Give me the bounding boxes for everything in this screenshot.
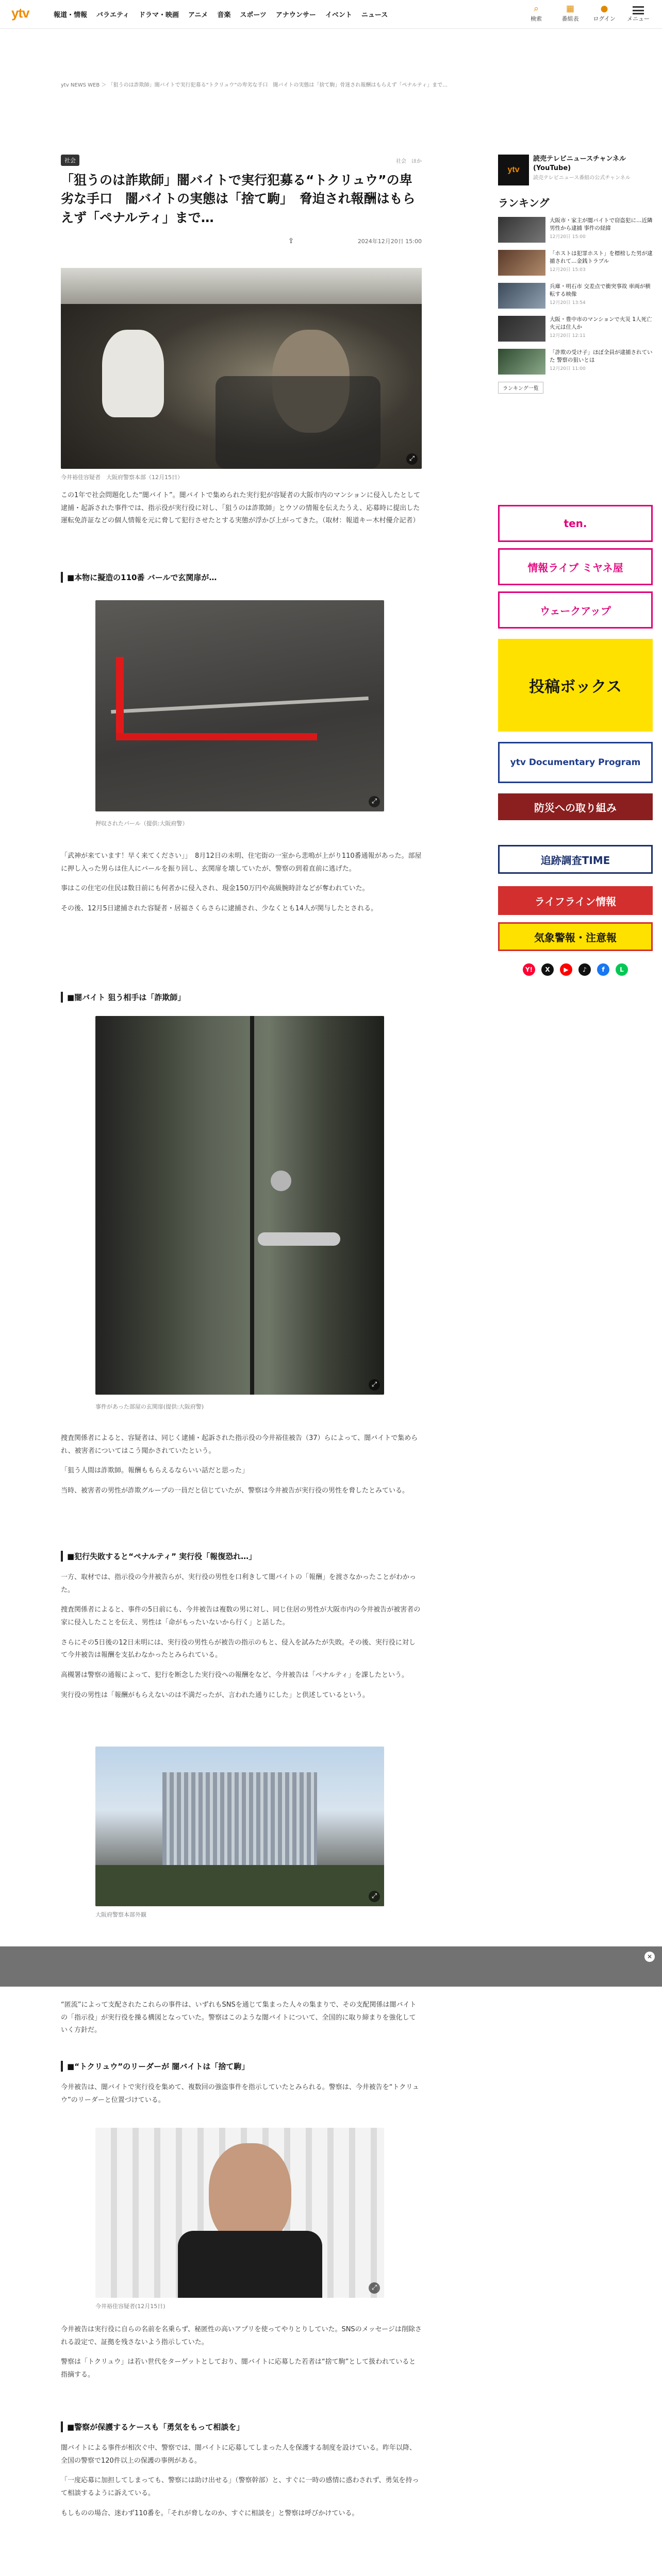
- paragraph: 「一度応募に加担してしまっても、警察には助け出せる」（警察幹部）と、すぐに一時の感情に惑わされず、勇気を持って相談するように訴えている。: [61, 2477, 419, 2498]
- article-body-5: [61, 2081, 422, 2114]
- paragraph: 捜査関係者によると、容疑者は、同じく逮捕・起訴された指示役の今井裕佳被告（37）らによって、闇バイトで集められ、被害者についてはこう聞かされていたという。: [61, 1434, 418, 1455]
- breadcrumb[interactable]: ytv NEWS WEB ＞ 「狙うのは詐欺師」闇バイトで実行犯募る“トクリュウ”の卑劣な手口 闇バイトの実態は「捨て駒」骨迷され報酬はもらえず「ペナルティ」まで…: [61, 82, 448, 88]
- zoom-icon[interactable]: ⤢: [369, 2282, 380, 2294]
- search-label: 検索: [531, 15, 542, 22]
- ranking-thumbnail: [498, 316, 545, 342]
- building-shape: [162, 1772, 317, 1875]
- nav-item-event[interactable]: イベント: [325, 11, 352, 19]
- ranking-date: 12月20日 15:00: [550, 234, 586, 240]
- article-body-1: [61, 850, 422, 923]
- door-handle: [258, 1232, 340, 1246]
- article-body-2: [61, 1432, 422, 1505]
- banner-tracking-time[interactable]: 追跡調査TIME: [498, 845, 653, 874]
- login-icon: ●: [600, 4, 608, 14]
- ranking-thumbnail: [498, 217, 545, 243]
- youtube-channel-logo: ytv: [498, 155, 529, 185]
- article-lead: [61, 489, 422, 535]
- ranking-headline: 兵庫・明石市 交差点で衝突事故 車両が横転する映像: [550, 283, 651, 297]
- ranking-item[interactable]: [498, 250, 653, 276]
- paragraph: 今井被告は実行役に自らの名前を名乗らず、秘匿性の高いアプリを使ってやりとりしていた。SNSのメッセージは削除される設定で、証拠を残さないよう指示していた。: [61, 2326, 422, 2346]
- tiktok-icon[interactable]: ♪: [578, 963, 591, 976]
- paragraph: “匿流”によって支配されたこれらの事件は、いずれもSNSを通じて集まった人々の集まりで、その支配関係は闇バイトの「指示役」が実行役を操る構図となっていた。警察はこのような闇バイトについて、全国的に取り締まりを強化していく方針だ。: [61, 2001, 417, 2035]
- photo2-caption: 押収されたバール（提供:大阪府警）: [95, 820, 188, 827]
- paragraph: 今井被告は、闇バイトで実行役を集めて、複数回の強盗事件を指示していたとみられる。警察は、今井被告を“トクリュウ”のリーダーと位置づけている。: [61, 2083, 419, 2104]
- close-icon[interactable]: ✕: [644, 1952, 655, 1962]
- banner-post-box[interactable]: 投稿ボックス: [498, 639, 653, 732]
- ranking-thumbnail: [498, 349, 545, 375]
- ranking-thumbnail: [498, 250, 545, 276]
- photo4-caption: 大阪府警察本部外観: [95, 1911, 146, 1918]
- nav-item-sports[interactable]: スポーツ: [240, 11, 267, 19]
- photo3-caption: 事件があった部屋の玄関扉(提供:大阪府警): [95, 1403, 204, 1410]
- login-button[interactable]: [593, 3, 616, 23]
- banner-documentary[interactable]: ytv Documentary Program: [498, 742, 653, 783]
- banner-disaster-prevention[interactable]: 防災への取り組み: [498, 793, 653, 820]
- ranking-item[interactable]: [498, 217, 653, 243]
- door-seam: [250, 1016, 254, 1395]
- paragraph: 一方、取材では、指示役の今井被告らが、実行役の男性を口利きして闇バイトの「報酬」を渡さなかったことがわかった。: [61, 1573, 417, 1594]
- login-label: ログイン: [593, 15, 616, 22]
- nav-item-variety[interactable]: バラエティ: [96, 11, 129, 19]
- red-bar-shape: [116, 657, 124, 739]
- ranking-more-button[interactable]: ランキング一覧: [498, 382, 543, 394]
- nav-item-news[interactable]: ニュース: [361, 11, 388, 19]
- paragraph: 闇バイトによる事件が相次ぐ中、警察では、闇バイトに応募してしまった人を保護する制度を設けている。昨年以降、全国の警察で120件以上の保護の事例がある。: [61, 2444, 417, 2465]
- ranking-date: 12月20日 11:00: [550, 366, 586, 372]
- article-body-3: [61, 1571, 422, 1709]
- banner-wakeup[interactable]: ウェークアップ: [498, 591, 653, 629]
- car-roof-shape: [61, 268, 422, 304]
- article-photo-door[interactable]: [95, 1016, 384, 1395]
- red-bar-shaft: [116, 733, 317, 740]
- paragraph: 実行役の男性は「報酬がもらえないのは不満だったが、言われた通りにした」と供述しているという。: [61, 1691, 370, 1699]
- section-heading-3: ■犯行失敗すると“ペナルティ” 実行役「報復恐れ…」: [61, 1551, 256, 1562]
- zoom-icon[interactable]: ⤢: [369, 796, 380, 807]
- section-heading-5: ■警察が保護するケースも「勇気をもって相談を」: [61, 2421, 244, 2432]
- article-title: 「狙うのは詐欺師」闇バイトで実行犯募る“トクリュウ”の卑劣な手口 闇バイトの実態は「捨て駒」 脅迫され報酬はもらえず「ペナルティ」まで…: [61, 173, 416, 225]
- tv-guide-icon: ▦: [566, 4, 575, 14]
- sidebar: [498, 155, 653, 394]
- menu-button[interactable]: [627, 3, 650, 23]
- header-tools: [525, 3, 650, 23]
- youtube-channel-title: 読売テレビニュースチャンネル(YouTube): [533, 155, 626, 172]
- paragraph: 捜査関係者によると、事件の5日前にも、今井被告は複数の男に対し、同じ住居の男性が大阪市内の今井被告が被害者の家に侵入したことを伝え、男性は「命がもったいないから行く」と話した。: [61, 1606, 421, 1627]
- paragraph: 高槻署は警察の通報によって、犯行を断念した実行役への報酬をなど、今井被告は「ペナルティ」を課したという。: [61, 1671, 409, 1680]
- x-icon[interactable]: X: [541, 963, 554, 976]
- paragraph: 事はこの住宅の住民は数日前にも何者かに侵入され、現金150万円や高級腕時計などが奪われていた。: [61, 885, 369, 893]
- tv-guide-button[interactable]: [559, 3, 582, 23]
- ranking-title: ランキング: [498, 197, 550, 209]
- ranking-item[interactable]: [498, 349, 653, 375]
- share-icon[interactable]: ⇪: [288, 237, 294, 245]
- section-heading-4: ■“トクリュウ”のリーダーが 闇バイトは「捨て駒」: [61, 2061, 249, 2072]
- paragraph: その後、12月5日逮捕された容疑者・居福さくらさらに逮捕され、少なくとも14人が関与したとされる。: [61, 905, 378, 913]
- article-photo-bar[interactable]: [95, 600, 384, 811]
- zoom-icon[interactable]: ⤢: [369, 1891, 380, 1902]
- section-heading-2: ■闇バイト 狙う相手は「詐欺師」: [61, 992, 185, 1003]
- banner-weather-warning[interactable]: 気象警報・注意報: [498, 922, 653, 951]
- ranking-headline: 大阪・豊中市のマンションで火災 1人死亡 火元は住人か: [550, 316, 652, 330]
- ranking-headline: 「ホストは犯罪ホスト」を標榜した男が逮捕されて…金銭トラブル: [550, 250, 653, 264]
- article-body-4: [61, 1999, 422, 2044]
- article-tags[interactable]: 社会 ほか: [396, 159, 422, 164]
- menu-label: メニュー: [627, 15, 650, 22]
- youtube-icon[interactable]: ▶: [560, 963, 572, 976]
- ytv-logo[interactable]: ytv: [11, 5, 29, 21]
- article-body-6: [61, 2324, 422, 2389]
- tv-guide-label: 番組表: [561, 15, 579, 22]
- nav-item-anime[interactable]: アニメ: [188, 11, 208, 19]
- facebook-icon[interactable]: f: [597, 963, 609, 976]
- category-badge[interactable]: 社会: [61, 155, 79, 166]
- paragraph: 「狙う人間は詐欺師。報酬ももらえるならいい話だと思った」: [61, 1467, 249, 1475]
- global-nav: [54, 9, 388, 19]
- article-meta: [61, 237, 422, 245]
- nav-item-news-info[interactable]: 報道・情報: [54, 11, 88, 19]
- ranking-date: 12月20日 12:11: [550, 333, 586, 339]
- paragraph: もしものの場合、迷わず110番を。「それが脅しなのか、すぐに相談を」と警察は呼びかけている。: [61, 2509, 359, 2517]
- article-photo-suspect-bars[interactable]: [95, 2128, 384, 2298]
- photo1-caption: 今井裕佳容疑者 大阪府警察本部（12月15日）: [61, 474, 183, 481]
- ranking-date: 12月20日 15:03: [550, 267, 586, 273]
- lead-paragraph: この1年で社会問題化した“闇バイト”。闇バイトで集められた実行犯が容疑者の大阪市内のマンションに侵入したとして逮捕・起訴された事件では、指示役が実行役に対し、「狙うのは詐欺師」とウソの情報を伝えたうえ、応募時に提出した運転免許証などの個人情報を元に脅して犯行させたとする実態が浮かび上がってきた。（取材：報道キー木村優介記者）: [61, 492, 421, 525]
- ranking-date: 12月20日 13:54: [550, 300, 586, 306]
- overlay-ad-bar: [0, 1946, 662, 1987]
- youtube-channel-card[interactable]: [498, 155, 653, 185]
- ranking-item[interactable]: [498, 283, 653, 309]
- door-lock: [271, 1171, 291, 1191]
- photo5-caption: 今井裕佳容疑者(12月15日): [95, 2303, 166, 2310]
- officer-figure: [102, 330, 164, 417]
- paragraph: 「武神が来ています！早く来てください」」 8月12日の未明、住宅街の一室から悲鳴が上がり110番通報があった。部屋に押し入った男らは住人にバールを振り回し、玄関扉を壊していたが、警察の到着直前に逃げた。: [61, 852, 422, 873]
- paragraph: さらにその5日後の12日未明には、実行役の男性らが被告の指示のもと、侵入を試みたが失敗。その後、実行役に対して今井被告は報酬を支払わなかったとみられている。: [61, 1638, 416, 1659]
- ranking-headline: 大阪市・家主が闇バイトで窃盗犯に…近隣男性から逮捕 事件の経緯: [550, 217, 653, 231]
- line-icon[interactable]: L: [616, 963, 628, 976]
- trees-shape: [95, 1865, 384, 1906]
- banner-lifeline[interactable]: ライフライン情報: [498, 886, 653, 915]
- suspect-body-shape: [216, 376, 380, 469]
- search-button[interactable]: [525, 3, 548, 23]
- suspect-suit-shape: [178, 2231, 322, 2298]
- nav-item-announcer[interactable]: アナウンサー: [275, 11, 316, 19]
- article-body-7: [61, 2442, 422, 2527]
- paragraph: 当時、被害者の男性が詐欺グループの一員だと信じていたが、警察は今井被告が実行役の男性を脅したとみている。: [61, 1487, 409, 1495]
- youtube-channel-sub: 読売テレビニュース番組の公式チャンネル: [533, 175, 631, 181]
- zoom-icon[interactable]: ⤢: [369, 1379, 380, 1391]
- paragraph: 警察は「トクリュウ」は若い世代をターゲットとしており、闇バイトに応募した若者は“捨て駒”として扱われていると指摘する。: [61, 2358, 416, 2379]
- article-photo-police-hq[interactable]: [95, 1747, 384, 1906]
- search-icon: ⌕: [534, 4, 539, 14]
- nav-item-drama[interactable]: ドラマ・映画: [138, 11, 179, 19]
- nav-item-music[interactable]: 音楽: [217, 11, 231, 19]
- banner-ten[interactable]: ten.: [498, 505, 653, 542]
- article-photo-suspect-car[interactable]: [61, 268, 422, 469]
- ranking-item[interactable]: [498, 316, 653, 342]
- article-date: 2024年12月20日 15:00: [357, 238, 422, 245]
- sns-links: [498, 963, 653, 976]
- zoom-icon[interactable]: ⤢: [406, 453, 418, 465]
- ranking-headline: 「詐欺の受け子」ほぼ全員が逮捕されていた 警察の狙いとは: [550, 349, 653, 363]
- bar-handle-shape: [111, 697, 369, 714]
- site-header: [0, 0, 662, 29]
- ranking-thumbnail: [498, 283, 545, 309]
- yahoo-icon[interactable]: Y!: [523, 963, 535, 976]
- section-heading-1: ■本物に擬造の110番 バールで玄関扉が…: [61, 572, 217, 583]
- banner-miyaneya[interactable]: 情報ライブ ミヤネ屋: [498, 548, 653, 585]
- menu-icon: [633, 6, 644, 14]
- article: [61, 155, 422, 245]
